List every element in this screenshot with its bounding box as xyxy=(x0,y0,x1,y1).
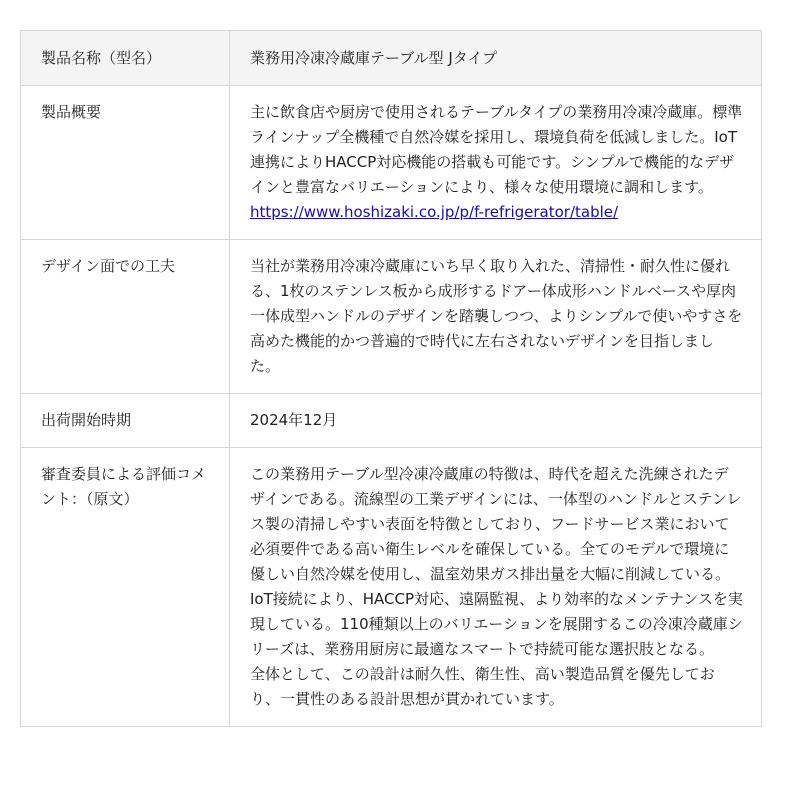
table-row-jury-comment xyxy=(21,448,762,727)
jury-comment-paragraph: 全体として、この設計は耐久性、衛生性、高い製造品質を優先しており、一貫性のある設計思想が貫かれています。 xyxy=(250,665,715,708)
ship-date-value: 2024年12月 xyxy=(230,394,762,448)
product-page-link[interactable]: https://www.hoshizaki.co.jp/p/f-refrigerator/table/ xyxy=(250,203,619,221)
jury-comment-label: 審査委員による評価コメント：（原文） xyxy=(21,448,230,727)
jury-comment-paragraph: この業務用テーブル型冷凍冷蔵庫の特徴は、時代を超えた洗練されたデザインである。流線型の工業デザインには、一体型のハンドルとステンレス製の清掃しやすい表面を特徴としており、フードサービス業において必須要件である高い衛生レベルを確保している。全てのモデルで環境に優しい自然冷媒を使用し、温室効果ガス排出量を大幅に削減している。 xyxy=(250,465,742,583)
jury-comment-paragraph: IoT接続により、HACCP対応、遠隔監視、より効率的なメンテナンスを実現している。110種類以上のバリエーションを展開するこの冷凍冷蔵庫シリーズは、業務用厨房に最適なスマートで持続可能な選択肢となる。 xyxy=(250,590,743,658)
design-text: 当社が業務用冷凍冷蔵庫にいち早く取り入れた、清掃性・耐久性に優れる、1枚のステンレス板から成形するドアー体成形ハンドルベースや厚肉一体成型ハンドルのデザインを踏襲しつつ、よりシンプルで使いやすさを高めた機能的かつ普遍的で時代に左右されないデザインを目指しました。 xyxy=(230,240,762,394)
product-spec-table xyxy=(20,30,762,727)
design-label: デザイン面での工夫 xyxy=(21,240,230,394)
product-name-value: 業務用冷凍冷蔵庫テーブル型 Jタイプ xyxy=(230,31,762,86)
product-name-label: 製品名称（型名） xyxy=(21,31,230,86)
ship-date-label: 出荷開始時期 xyxy=(21,394,230,448)
table-row-ship-date xyxy=(21,394,762,448)
overview-label: 製品概要 xyxy=(21,86,230,240)
table-row-overview xyxy=(21,86,762,240)
overview-cell xyxy=(230,86,762,240)
table-row-design xyxy=(21,240,762,394)
jury-comment-cell xyxy=(230,448,762,727)
overview-text: 主に飲食店や厨房で使用されるテーブルタイプの業務用冷凍冷蔵庫。標準ラインナップ全機種で自然冷媒を採用し、環境負荷を低減しました。IoT連携によりHACCP対応機能の搭載も可能です。シンプルで機能的なデザインと豊富なバリエーションにより、様々な使用環境に調和します。 xyxy=(250,103,743,196)
table-row-product-name xyxy=(21,31,762,86)
